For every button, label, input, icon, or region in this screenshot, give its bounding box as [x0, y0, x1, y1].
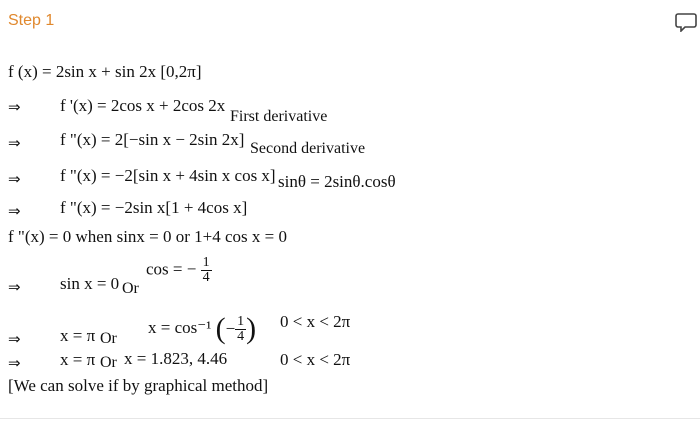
- inverse-cosine-expr: x = cos⁻¹ (− $\frac{1}{4}$ ): [148, 312, 257, 345]
- function-definition: f (x) = 2sin x + sin 2x [0,2π]: [8, 62, 202, 81]
- critical-condition: f "(x) = 0 when sinx = 0 or 1+4 cos x = 0: [8, 227, 288, 246]
- implies-arrow: ⇒: [8, 170, 21, 188]
- inverse-cosine-lhs: x = cos⁻¹: [148, 317, 212, 337]
- step-title: Step 1: [8, 12, 55, 29]
- second-derivative-label: Second derivative: [250, 140, 366, 157]
- second-derivative-factored: f "(x) = −2[sin x + 4sin x cos x]: [60, 166, 276, 185]
- first-derivative-label: First derivative: [230, 108, 328, 125]
- domain-range: 0 < x < 2π: [280, 312, 351, 331]
- or-label: Or: [122, 280, 139, 297]
- implies-arrow: ⇒: [8, 354, 21, 372]
- fraction: [235, 315, 246, 344]
- divider: [0, 418, 700, 419]
- implies-arrow: ⇒: [8, 278, 21, 296]
- fraction-numerator: 1: [202, 255, 210, 270]
- cosine-equation: [146, 256, 212, 285]
- implies-arrow: ⇒: [8, 134, 21, 152]
- graphical-method-note: [We can solve if by graphical method]: [8, 376, 269, 395]
- cosine-equation-lhs: cos = −: [146, 259, 197, 279]
- fraction-denominator: 4: [202, 270, 210, 285]
- second-derivative-simplified: f "(x) = −2sin x[1 + 4cos x]: [60, 198, 248, 217]
- or-label: Or: [100, 354, 117, 371]
- fraction: [201, 256, 212, 285]
- comment-icon[interactable]: [675, 12, 697, 32]
- fraction-denominator: 4: [237, 328, 245, 344]
- implies-arrow: ⇒: [8, 98, 21, 116]
- implies-arrow: ⇒: [8, 330, 21, 348]
- domain-range: 0 < x < 2π: [280, 350, 351, 369]
- solution-pi: x = π: [60, 326, 96, 345]
- first-derivative-expr: f '(x) = 2cos x + 2cos 2x: [60, 96, 226, 115]
- fraction-numerator: 1: [237, 313, 245, 329]
- implies-arrow: ⇒: [8, 202, 21, 220]
- solution-pi: x = π: [60, 350, 96, 369]
- or-label: Or: [100, 330, 117, 347]
- double-angle-identity: sinθ = 2sinθ.cosθ: [278, 172, 396, 191]
- numeric-solutions: x = 1.823, 4.46: [124, 349, 228, 368]
- sine-zero-equation: sin x = 0: [60, 274, 120, 293]
- second-derivative-expr: f "(x) = 2[−sin x − 2sin 2x]: [60, 130, 245, 149]
